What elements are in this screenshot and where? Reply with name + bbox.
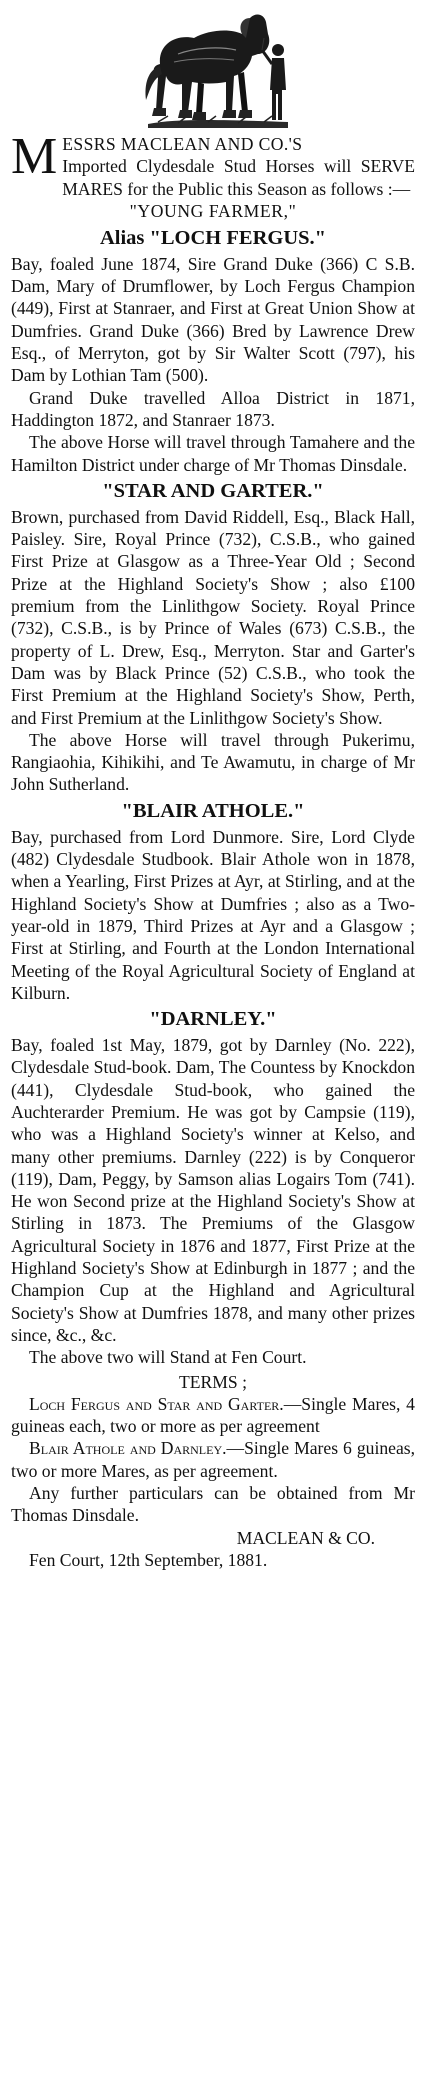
horse-1-grand-duke-note: Grand Duke travelled Alloa District in 1871, Haddington 1872, and Stanraer 1873.: [11, 387, 415, 430]
terms-rate-1-horses: Loch Fergus and Star and Garter.: [29, 1393, 284, 1414]
header-line-1: ESSRS MACLEAN AND CO.'S: [62, 134, 303, 154]
terms-rate-2-text: —Single Mares 6 guineas, two or more Mares, as per agreement.: [11, 1438, 415, 1481]
horse-4-stand-note: The above two will Stand at Fen Court.: [29, 1347, 307, 1368]
dateline: Fen Court, 12th September, 1881.: [29, 1549, 268, 1570]
horse-1-quoted-name: "YOUNG FARMER,": [129, 200, 297, 221]
horse-1-travel-note: The above Horse will travel through Tamahere and the Hamilton District under charge of Mr Thomas Dinsdale.: [11, 432, 415, 475]
horse-4-pedigree: Bay, foaled 1st May, 1879, got by Darnley (No. 222), Clydesdale Stud-book. Dam, The Countess by Knockdon (441), Clydesdale Stud-book, who gained the Auchterarder Premium. He was got by Campsie (119), who was a Highland Society's winner at Kelso, and many other premiums. Darnley (222) is by Conqueror (119), Dam, Peggy, by Samson alias Logairs Tom (741). He won Second prize at the Highland Society's Show at Stirling in 1873. The Premiums of the Glasgow Agricultural Society in 1876 and 1877, First Prize at the Highland Society's Show at Edinburgh in 1877 ; and the Champion Cup at the Highland and Agricultural Society's Show at Dumfries 1878, and many other prizes since, &c., &c.: [11, 1035, 415, 1345]
horse-2-pedigree: Brown, purchased from David Riddell, Esq., Black Hall, Paisley. Sire, Royal Prince (732), C.S.B., who gained First Prize at Glasgow as a Three-Year Old ; Second Prize at the Highland Society's Show ; also £100 premium from the Linlithgow Society. Royal Prince (732), C.S.B., is by Prince of Wales (673) C.S.B., the property of L. Drew, Esq., Merryton. Star and Garter's Dam was by Black Prince (52) C.S.B., who took the First Premium at the Highland Society's Show, Perth, and First Premium at the Linlithgow Society's Show.: [11, 506, 415, 728]
horse-1-alias-title: Alias "LOCH FERGUS.": [99, 226, 327, 249]
horse-3-pedigree: Bay, purchased from Lord Dunmore. Sire, Lord Clyde (482) Clydesdale Studbook. Blair Athole won in 1878, when a Yearling, First Prizes at Ayr, at Stirling, and at the Highland Society's Show at Dumfries ; also as a Two-year-old in 1879, Third Prizes at Ayr and a Glasgow ; First at Stirling, and Fourth at the London International Meeting of the Royal Agricultural Society of England at Kilburn.: [11, 826, 415, 1003]
terms-rate-1-text: —Single Mares, 4 guineas each, two or more as per agreement: [11, 1393, 415, 1437]
terms-rate-2-horses: Blair Athole and Darnley.: [29, 1438, 227, 1459]
horse-2-travel-note: The above Horse will travel through Pukerimu, Rangiaohia, Kihikihi, and Te Awamutu, in charge of Mr John Sutherland.: [11, 729, 415, 795]
signature: MACLEAN & CO.: [236, 1527, 375, 1548]
terms-heading: TERMS ;: [179, 1371, 247, 1392]
advertisement-header: [11, 128, 415, 200]
horse-2-title: "STAR AND GARTER.": [102, 479, 324, 502]
terms-further-particulars: Any further particulars can be obtained from Mr Thomas Dinsdale.: [11, 1483, 415, 1526]
terms-rate-1: [11, 1393, 415, 1438]
terms-rate-2: [11, 1437, 415, 1482]
horse-and-groom-woodcut: [138, 4, 298, 132]
header-line-2: Imported Clydesdale Stud Horses will SERVE MARES for the Public this Season as follows :—: [62, 156, 415, 199]
drop-cap: M: [11, 128, 58, 185]
horse-3-title: "BLAIR ATHOLE.": [121, 799, 305, 822]
horse-4-title: "DARNLEY.": [149, 1008, 277, 1031]
advertisement-column: [11, 128, 415, 1571]
horse-1-pedigree: Bay, foaled June 1874, Sire Grand Duke (366) C S.B. Dam, Mary of Drumflower, by Loch Fergus Champion (449), First at Stanraer, and First at Great Union Show at Dumfries. Grand Duke (366) Bred by Lawrence Drew Esq., of Merryton, got by Sir Walter Scott (797), his Dam by Lothian Tam (500).: [11, 253, 415, 386]
